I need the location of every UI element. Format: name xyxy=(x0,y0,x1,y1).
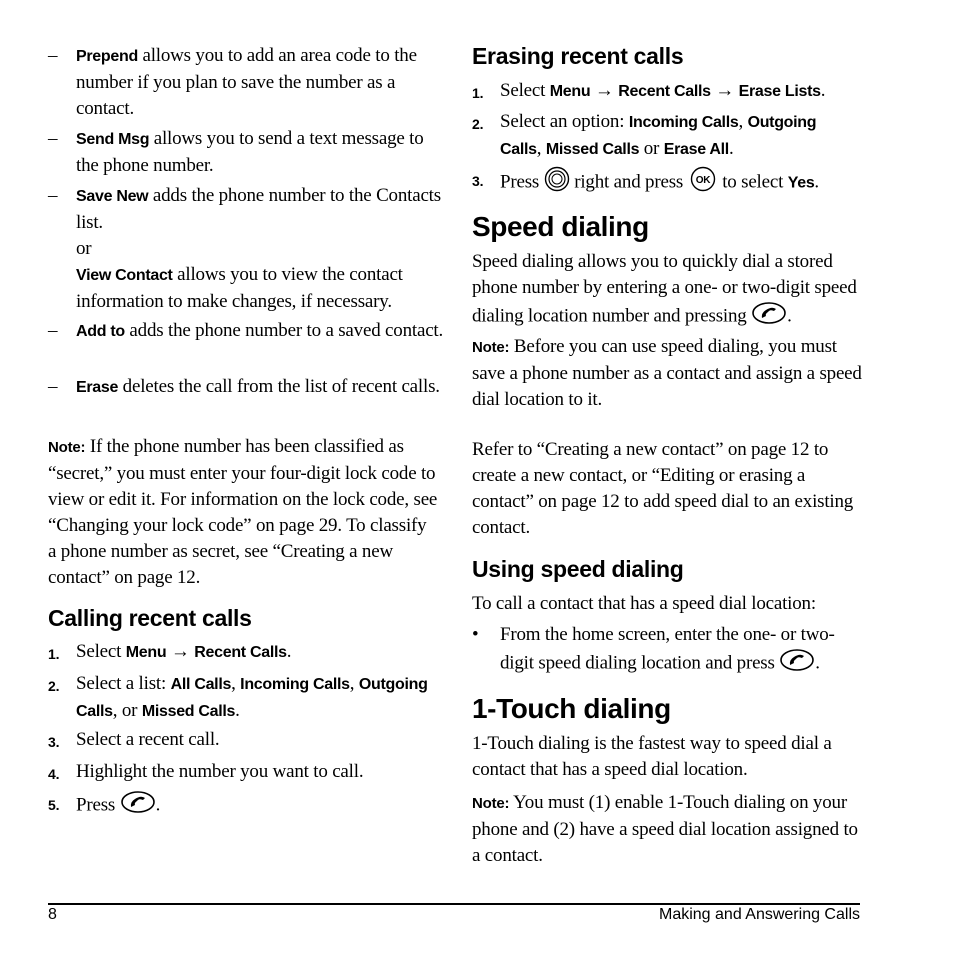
option-send-msg xyxy=(48,126,446,179)
step-number: 5. xyxy=(48,797,60,813)
or-text: or xyxy=(76,238,92,259)
step-number: 1. xyxy=(472,85,484,101)
option-erase xyxy=(48,374,446,401)
keyword-missed-calls: Missed Calls xyxy=(141,703,236,720)
calling-step-3 xyxy=(48,727,448,753)
keyword-menu: Menu xyxy=(549,83,591,100)
speed-dialing-intro xyxy=(472,249,862,333)
option-prepend xyxy=(48,43,446,122)
touch-dialing-note xyxy=(472,790,862,869)
step-number: 3. xyxy=(48,734,60,750)
heading-1-touch-dialing: 1-Touch dialing xyxy=(472,693,671,724)
option-text: deletes the call from the list of recent calls. xyxy=(118,376,440,397)
paragraph-text: 1-Touch dialing is the fastest way to speed dial a contact that has a speed dial location. xyxy=(472,733,832,780)
step-text: From the home screen, enter the one- or two-digit speed dialing location and press xyxy=(500,624,835,674)
punct: or xyxy=(639,138,664,159)
paragraph-text: Refer to “Creating a new contact” on page 12 to create a new contact, or “Editing or erasing a contact” on page 12 to add speed dial to an existing contact. xyxy=(472,439,854,538)
keyword-outgoing-calls: Outgoing Calls xyxy=(500,114,817,158)
dash-marker: – xyxy=(48,376,58,397)
step-text: Select a list: xyxy=(76,673,171,694)
using-speed-dialing-bullet xyxy=(472,622,862,680)
keyword-send-msg: Send Msg xyxy=(76,131,150,148)
option-text: allows you to view the contact information to make changes, if necessary. xyxy=(76,264,403,312)
speed-dialing-note xyxy=(472,334,862,413)
navigation-key-icon xyxy=(544,166,570,200)
note-label: Note: xyxy=(472,795,510,812)
keyword-menu: Menu xyxy=(125,644,167,661)
touch-dialing-intro xyxy=(472,731,862,783)
dash-marker: – xyxy=(48,320,58,341)
keyword-erase-all: Erase All xyxy=(663,141,729,158)
speed-dialing-refer xyxy=(472,437,862,541)
erasing-step-1 xyxy=(472,78,872,105)
talk-key-icon xyxy=(120,790,156,822)
step-number: 3. xyxy=(472,173,484,189)
heading-using-speed-dialing: Using speed dialing xyxy=(472,556,684,582)
erasing-step-3 xyxy=(472,166,872,200)
keyword-incoming-calls: Incoming Calls xyxy=(628,114,739,131)
step-number: 2. xyxy=(48,678,60,694)
keyword-erase-lists: Erase Lists xyxy=(738,83,821,100)
keyword-outgoing-calls: Outgoing Calls xyxy=(76,676,428,720)
punct: , xyxy=(231,673,241,694)
keyword-incoming-calls: Incoming Calls xyxy=(240,676,350,693)
page-number: 8 xyxy=(48,906,57,923)
step-text: Press xyxy=(76,794,120,816)
punct: , or xyxy=(112,700,142,721)
heading-speed-dialing: Speed dialing xyxy=(472,211,649,242)
note-label: Note: xyxy=(48,439,86,456)
keyword-prepend: Prepend xyxy=(76,48,138,65)
punct: , xyxy=(536,138,546,159)
punct: . xyxy=(820,80,826,101)
bullet-marker: • xyxy=(472,624,479,645)
step-text: Select an option: xyxy=(500,111,629,132)
keyword-save-new: Save New xyxy=(76,188,149,205)
calling-step-5 xyxy=(48,790,448,822)
keyword-recent-calls: Recent Calls xyxy=(194,644,287,661)
option-text: adds the phone number to the Contacts list. xyxy=(76,185,441,233)
punct: . xyxy=(815,652,820,674)
note-text: Before you can use speed dialing, you must save a phone number as a contact and assign a speed dial location to it. xyxy=(472,336,862,410)
punct: , xyxy=(349,673,359,694)
punct: . xyxy=(814,171,819,193)
option-save-new xyxy=(48,183,446,315)
arrow: → xyxy=(166,641,195,662)
secret-note xyxy=(48,434,438,591)
paragraph-text: To call a contact that has a speed dial location: xyxy=(472,593,816,614)
paragraph-text: Speed dialing allows you to quickly dial a stored phone number by entering a one- or two-digit speed dialing location number and pressing xyxy=(472,251,857,327)
punct: . xyxy=(286,641,292,662)
talk-key-icon xyxy=(751,301,787,333)
step-text: Select xyxy=(500,80,550,101)
svg-text:OK: OK xyxy=(695,175,710,186)
step-text: Select xyxy=(76,641,126,662)
step-text: Select a recent call. xyxy=(76,729,220,750)
note-label: Note: xyxy=(472,339,510,356)
talk-key-icon xyxy=(779,648,815,680)
note-text: You must (1) enable 1-Touch dialing on your phone and (2) have a speed dial location assigned to a contact. xyxy=(472,792,858,866)
option-text: adds the phone number to a saved contact. xyxy=(124,320,444,341)
keyword-add-to: Add to xyxy=(76,323,125,340)
keyword-yes: Yes xyxy=(787,174,815,192)
punct: . xyxy=(728,138,734,159)
step-text: to select xyxy=(717,171,788,193)
step-text: right and press xyxy=(569,171,688,193)
footer-section-title: Making and Answering Calls xyxy=(659,906,860,923)
step-number: 4. xyxy=(48,766,60,782)
option-add-to xyxy=(48,318,446,345)
option-text: allows you to add an area code to the number if you plan to save the number as a contact. xyxy=(76,45,417,119)
keyword-all-calls: All Calls xyxy=(170,676,232,693)
using-speed-dialing-intro xyxy=(472,591,862,617)
heading-erasing-recent-calls: Erasing recent calls xyxy=(472,43,684,69)
dash-marker: – xyxy=(48,128,58,149)
ok-key-icon xyxy=(688,166,718,200)
arrow: → xyxy=(590,80,619,101)
step-number: 2. xyxy=(472,116,484,132)
punct: . xyxy=(155,794,161,816)
dash-marker: – xyxy=(48,45,58,66)
erasing-step-2 xyxy=(472,109,852,163)
keyword-recent-calls: Recent Calls xyxy=(618,83,711,100)
punct: . xyxy=(787,305,792,327)
step-number: 1. xyxy=(48,646,60,662)
calling-step-2 xyxy=(48,671,428,725)
arrow: → xyxy=(710,80,739,101)
dash-marker: – xyxy=(48,185,58,206)
punct: . xyxy=(235,700,240,721)
step-text: Press xyxy=(500,171,544,193)
heading-calling-recent-calls: Calling recent calls xyxy=(48,605,252,631)
punct: , xyxy=(738,111,748,132)
note-text: If the phone number has been classified as “secret,” you must enter your four-digit lock code to view or edit it. For information on the lock code, see “Changing your lock code” on page 29. To classify a phone number as secret, see “Creating a new contact” on page 12. xyxy=(48,436,438,588)
step-text: Highlight the number you want to call. xyxy=(76,761,364,782)
keyword-view-contact: View Contact xyxy=(76,267,173,284)
keyword-erase: Erase xyxy=(76,379,119,396)
calling-step-4 xyxy=(48,759,448,785)
option-text: allows you to send a text message to the phone number. xyxy=(76,128,424,176)
calling-step-1 xyxy=(48,639,448,666)
keyword-missed-calls: Missed Calls xyxy=(545,141,640,158)
